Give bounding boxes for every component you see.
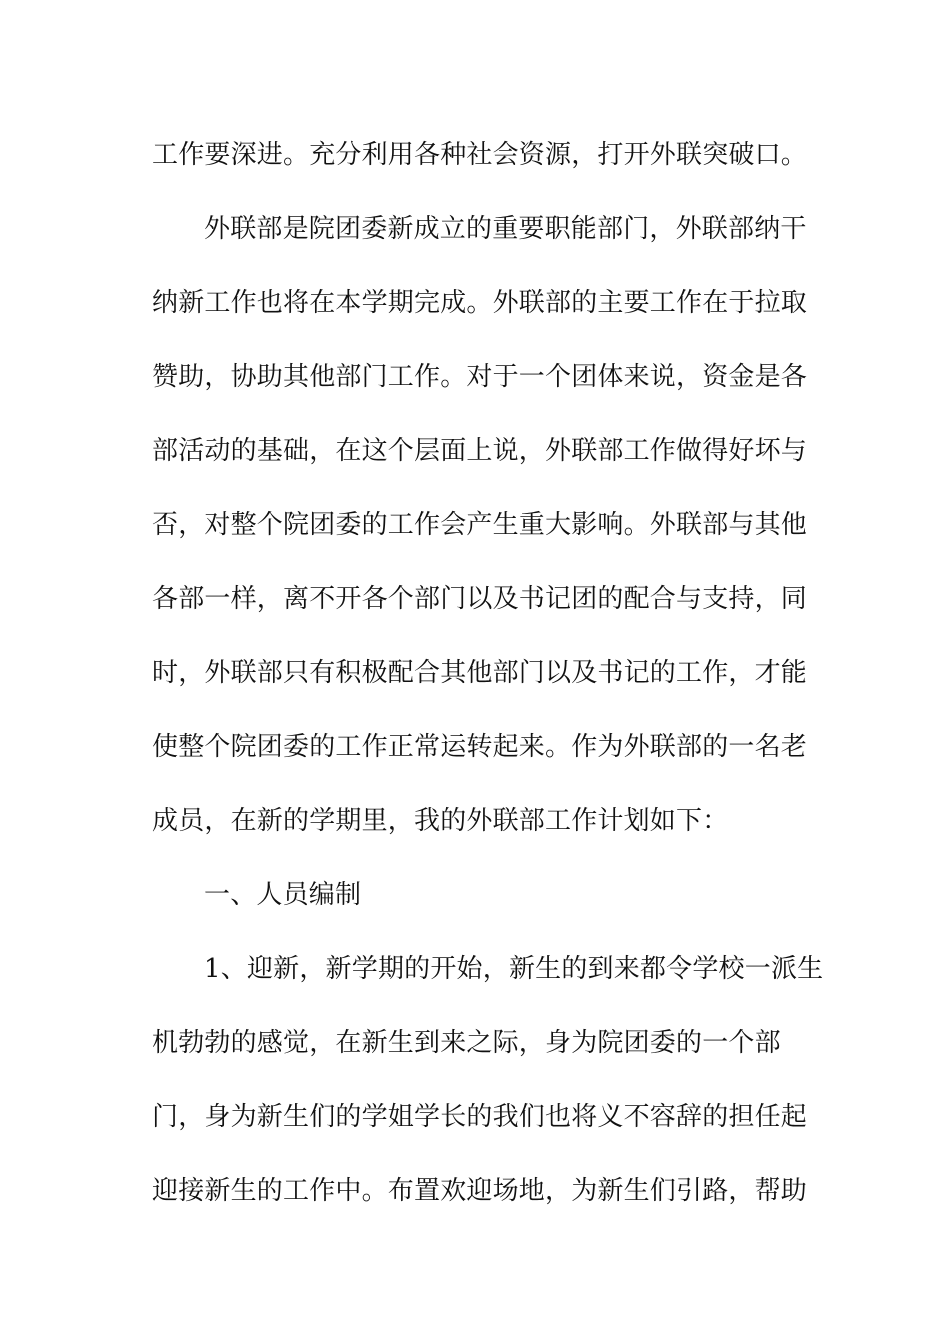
text-line: 部活动的基础，在这个层面上说，外联部工作做得好坏与 — [152, 436, 808, 466]
text-line: 成员，在新的学期里，我的外联部工作计划如下： — [152, 806, 729, 836]
document-body — [152, 128, 824, 1238]
text-line: 使整个院团委的工作正常运转起来。作为外联部的一名老 — [152, 732, 808, 762]
text-line: 各部一样，离不开各个部门以及书记团的配合与支持，同 — [152, 584, 808, 614]
text-line: 机勃勃的感觉，在新生到来之际，身为院团委的一个部 — [152, 1028, 781, 1058]
text-line: 时，外联部只有积极配合其他部门以及书记的工作，才能 — [152, 658, 808, 688]
text-line: 否，对整个院团委的工作会产生重大影响。外联部与其他 — [152, 510, 808, 540]
text-line: 工作要深进。充分利用各种社会资源，打开外联突破口。 — [152, 140, 808, 170]
text-line: 迎接新生的工作中。布置欢迎场地，为新生们引路，帮助 — [152, 1176, 808, 1206]
paragraph-first-line: 外联部是院团委新成立的重要职能部门，外联部纳干 — [204, 214, 807, 244]
section-heading: 一、人员编制 — [204, 880, 362, 910]
text-line: 门，身为新生们的学姐学长的我们也将义不容辞的担任起 — [152, 1102, 808, 1132]
text-line: 赞助，协助其他部门工作。对于一个团体来说，资金是各 — [152, 362, 808, 392]
text-line: 纳新工作也将在本学期完成。外联部的主要工作在于拉取 — [152, 288, 808, 318]
paragraph-first-line: 1、迎新，新学期的开始，新生的到来都令学校一派生 — [204, 954, 824, 984]
